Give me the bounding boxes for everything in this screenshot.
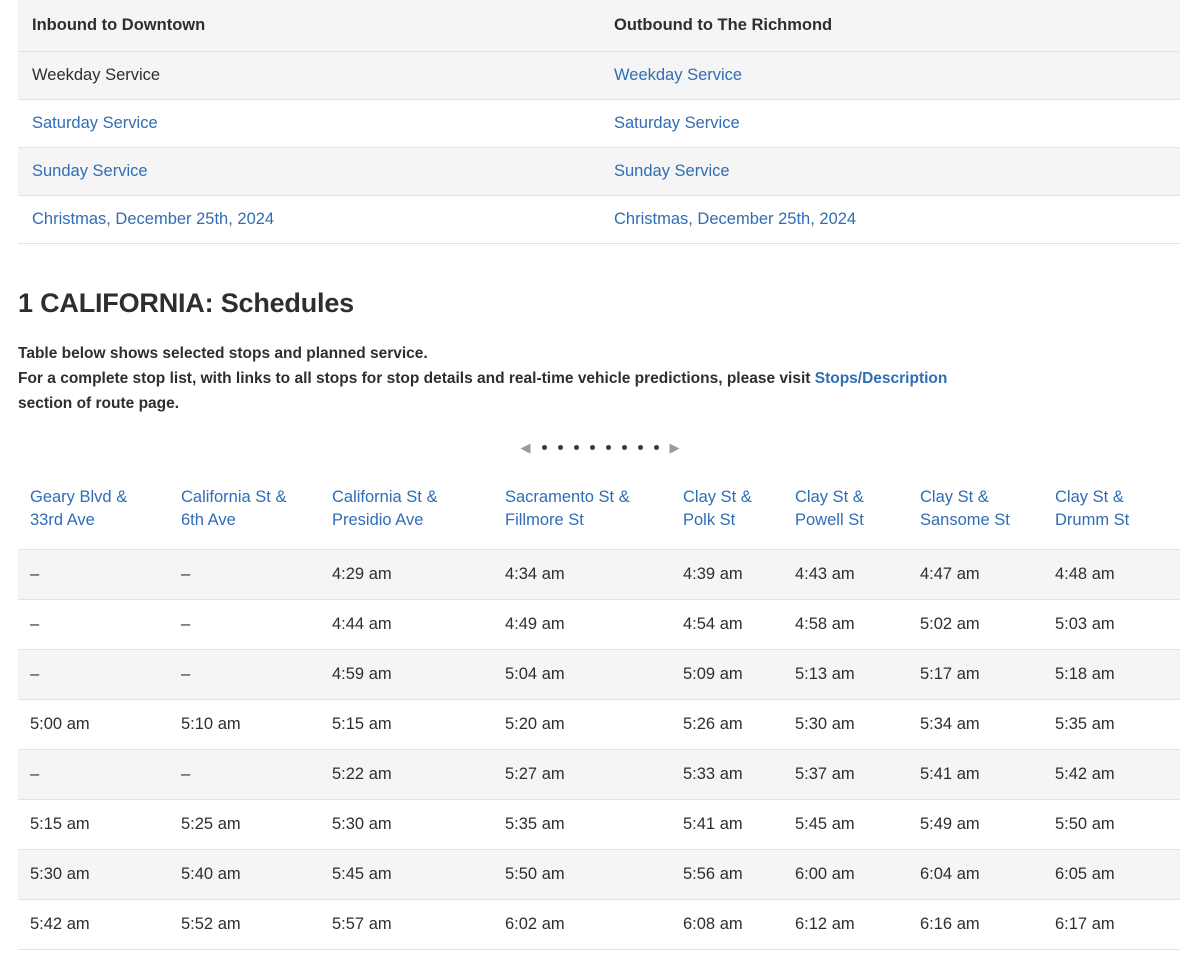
schedule-cell: – (169, 549, 320, 599)
christmas-service-inbound-link[interactable]: Christmas, December 25th, 2024 (32, 210, 275, 228)
christmas-service-outbound-link[interactable]: Christmas, December 25th, 2024 (614, 210, 857, 228)
schedule-column-header (1043, 472, 1180, 549)
table-row (18, 749, 1180, 799)
schedule-cell: 5:27 am (493, 749, 671, 799)
schedule-cell: 5:57 am (320, 899, 493, 949)
sunday-service-inbound-link[interactable]: Sunday Service (32, 162, 148, 180)
schedule-cell: 5:42 am (18, 899, 169, 949)
table-row (18, 549, 1180, 599)
schedule-cell: 5:20 am (493, 699, 671, 749)
schedule-cell: 5:45 am (783, 799, 908, 849)
schedule-cell: 4:54 am (671, 599, 783, 649)
page-title: 1 CALIFORNIA: Schedules (18, 288, 354, 318)
carousel-dots (542, 445, 659, 450)
schedule-cell: 4:58 am (783, 599, 908, 649)
carousel-dot[interactable] (654, 445, 659, 450)
schedule-cell: 5:17 am (908, 649, 1043, 699)
carousel-dot[interactable] (558, 445, 563, 450)
table-row (18, 148, 1180, 196)
schedule-cell: 5:56 am (671, 849, 783, 899)
schedule-cell: 5:02 am (908, 599, 1043, 649)
service-cell-inbound (18, 196, 600, 244)
stop-link-clay-powell[interactable]: Clay St & Powell St (795, 488, 864, 529)
schedule-cell: 5:30 am (320, 799, 493, 849)
schedule-cell: – (18, 549, 169, 599)
schedule-column-header (493, 472, 671, 549)
schedule-cell: 4:48 am (1043, 549, 1180, 599)
service-cell-outbound (600, 196, 1180, 244)
table-row (18, 899, 1180, 949)
schedule-cell: 5:26 am (671, 699, 783, 749)
schedule-cell: 5:30 am (18, 849, 169, 899)
saturday-service-outbound-link[interactable]: Saturday Service (614, 114, 740, 132)
intro-line-3: section of route page. (18, 395, 180, 413)
schedule-cell: 5:45 am (320, 849, 493, 899)
schedule-cell: 5:35 am (493, 799, 671, 849)
schedule-cell: 5:50 am (493, 849, 671, 899)
service-table-body (18, 52, 1180, 244)
schedule-table-body (18, 549, 1180, 949)
schedule-cell: 6:08 am (671, 899, 783, 949)
schedule-cell: – (18, 599, 169, 649)
schedule-cell: 4:43 am (783, 549, 908, 599)
schedule-cell: 4:39 am (671, 549, 783, 599)
service-days-table (18, 0, 1180, 244)
schedule-cell: 5:00 am (18, 699, 169, 749)
schedule-column-header (18, 472, 169, 549)
service-cell-outbound (600, 148, 1180, 196)
schedule-cell: 6:12 am (783, 899, 908, 949)
schedule-cell: 6:04 am (908, 849, 1043, 899)
stop-link-clay-drumm[interactable]: Clay St & Drumm St (1055, 488, 1130, 529)
table-row (18, 100, 1180, 148)
schedule-cell: 5:15 am (320, 699, 493, 749)
schedule-cell: – (18, 749, 169, 799)
schedule-cell: 6:00 am (783, 849, 908, 899)
schedule-cell: 5:37 am (783, 749, 908, 799)
sunday-service-outbound-link[interactable]: Sunday Service (614, 162, 730, 180)
intro-line-2-prefix: For a complete stop list, with links to all stops for stop details and real-time vehicle predictions, please visit (18, 370, 815, 388)
schedule-cell: 6:02 am (493, 899, 671, 949)
intro-text (18, 341, 1168, 416)
schedule-cell: 5:10 am (169, 699, 320, 749)
schedule-cell: 5:03 am (1043, 599, 1180, 649)
service-cell-inbound (18, 148, 600, 196)
schedule-cell: 4:59 am (320, 649, 493, 699)
table-row (18, 849, 1180, 899)
service-cell-inbound (18, 100, 600, 148)
table-row (18, 599, 1180, 649)
schedule-table (18, 472, 1180, 950)
schedule-cell: – (169, 599, 320, 649)
schedule-cell: 5:49 am (908, 799, 1043, 849)
weekday-service-outbound-link[interactable]: Weekday Service (614, 66, 743, 84)
stop-link-geary-33rd[interactable]: Geary Blvd & 33rd Ave (30, 488, 128, 529)
schedule-cell: 4:49 am (493, 599, 671, 649)
schedule-table-wrapper (18, 472, 1180, 950)
schedule-cell: 5:13 am (783, 649, 908, 699)
schedule-cell: 5:41 am (908, 749, 1043, 799)
schedule-cell: 5:50 am (1043, 799, 1180, 849)
schedule-cell: 5:04 am (493, 649, 671, 699)
service-table-header-row (18, 0, 1180, 52)
intro-line-1: Table below shows selected stops and planned service. (18, 345, 428, 362)
service-cell-inbound (18, 52, 600, 100)
carousel-dot[interactable] (606, 445, 611, 450)
stop-link-sacramento-fillmore[interactable]: Sacramento St & Fillmore St (505, 488, 630, 529)
schedule-cell: 5:52 am (169, 899, 320, 949)
schedule-cell: 5:34 am (908, 699, 1043, 749)
schedule-cell: 6:16 am (908, 899, 1043, 949)
schedule-cell: – (18, 649, 169, 699)
schedule-cell: 5:42 am (1043, 749, 1180, 799)
schedule-cell: 5:41 am (671, 799, 783, 849)
schedule-cell: 5:09 am (671, 649, 783, 699)
schedule-header-row (18, 472, 1180, 549)
schedule-cell: 4:47 am (908, 549, 1043, 599)
chevron-left-icon[interactable]: ◀ (520, 439, 531, 455)
service-cell-outbound (600, 52, 1180, 100)
schedule-cell: 5:15 am (18, 799, 169, 849)
table-row (18, 52, 1180, 100)
schedule-cell: 5:18 am (1043, 649, 1180, 699)
stop-link-clay-sansome[interactable]: Clay St & Sansome St (920, 488, 1010, 529)
schedule-carousel-controls (0, 436, 1200, 458)
schedule-cell: 5:25 am (169, 799, 320, 849)
saturday-service-inbound-link[interactable]: Saturday Service (32, 114, 158, 132)
schedule-cell: 5:30 am (783, 699, 908, 749)
schedule-column-header (671, 472, 783, 549)
schedule-cell: 5:33 am (671, 749, 783, 799)
table-row (18, 699, 1180, 749)
schedule-cell: 4:44 am (320, 599, 493, 649)
schedule-cell: – (169, 749, 320, 799)
table-row (18, 799, 1180, 849)
schedule-cell: 6:17 am (1043, 899, 1180, 949)
chevron-right-icon[interactable]: ▶ (669, 439, 680, 455)
schedule-column-header (783, 472, 908, 549)
stop-link-california-6th[interactable]: California St & 6th Ave (181, 488, 287, 529)
schedule-cell: 5:40 am (169, 849, 320, 899)
table-row (18, 196, 1180, 244)
stops-description-link[interactable]: Stops/Description (814, 370, 948, 388)
service-table-header-inbound: Inbound to Downtown (18, 0, 600, 52)
carousel-dot[interactable] (622, 445, 627, 450)
schedule-column-header (320, 472, 493, 549)
carousel-dot[interactable] (574, 445, 579, 450)
service-table-header-outbound: Outbound to The Richmond (600, 0, 1180, 52)
schedule-cell: 5:35 am (1043, 699, 1180, 749)
carousel-dot[interactable] (542, 445, 547, 450)
schedule-cell: 4:34 am (493, 549, 671, 599)
schedule-cell: 6:05 am (1043, 849, 1180, 899)
stop-link-clay-polk[interactable]: Clay St & Polk St (683, 488, 752, 529)
schedule-cell: 4:29 am (320, 549, 493, 599)
schedule-column-header (908, 472, 1043, 549)
schedule-cell: – (169, 649, 320, 699)
stop-link-california-presidio[interactable]: California St & Presidio Ave (332, 488, 438, 529)
schedule-cell: 5:22 am (320, 749, 493, 799)
schedule-column-header (169, 472, 320, 549)
weekday-service-inbound-label: Weekday Service (32, 66, 161, 84)
service-cell-outbound (600, 100, 1180, 148)
carousel-dot[interactable] (590, 445, 595, 450)
carousel-dot[interactable] (638, 445, 643, 450)
table-row (18, 649, 1180, 699)
